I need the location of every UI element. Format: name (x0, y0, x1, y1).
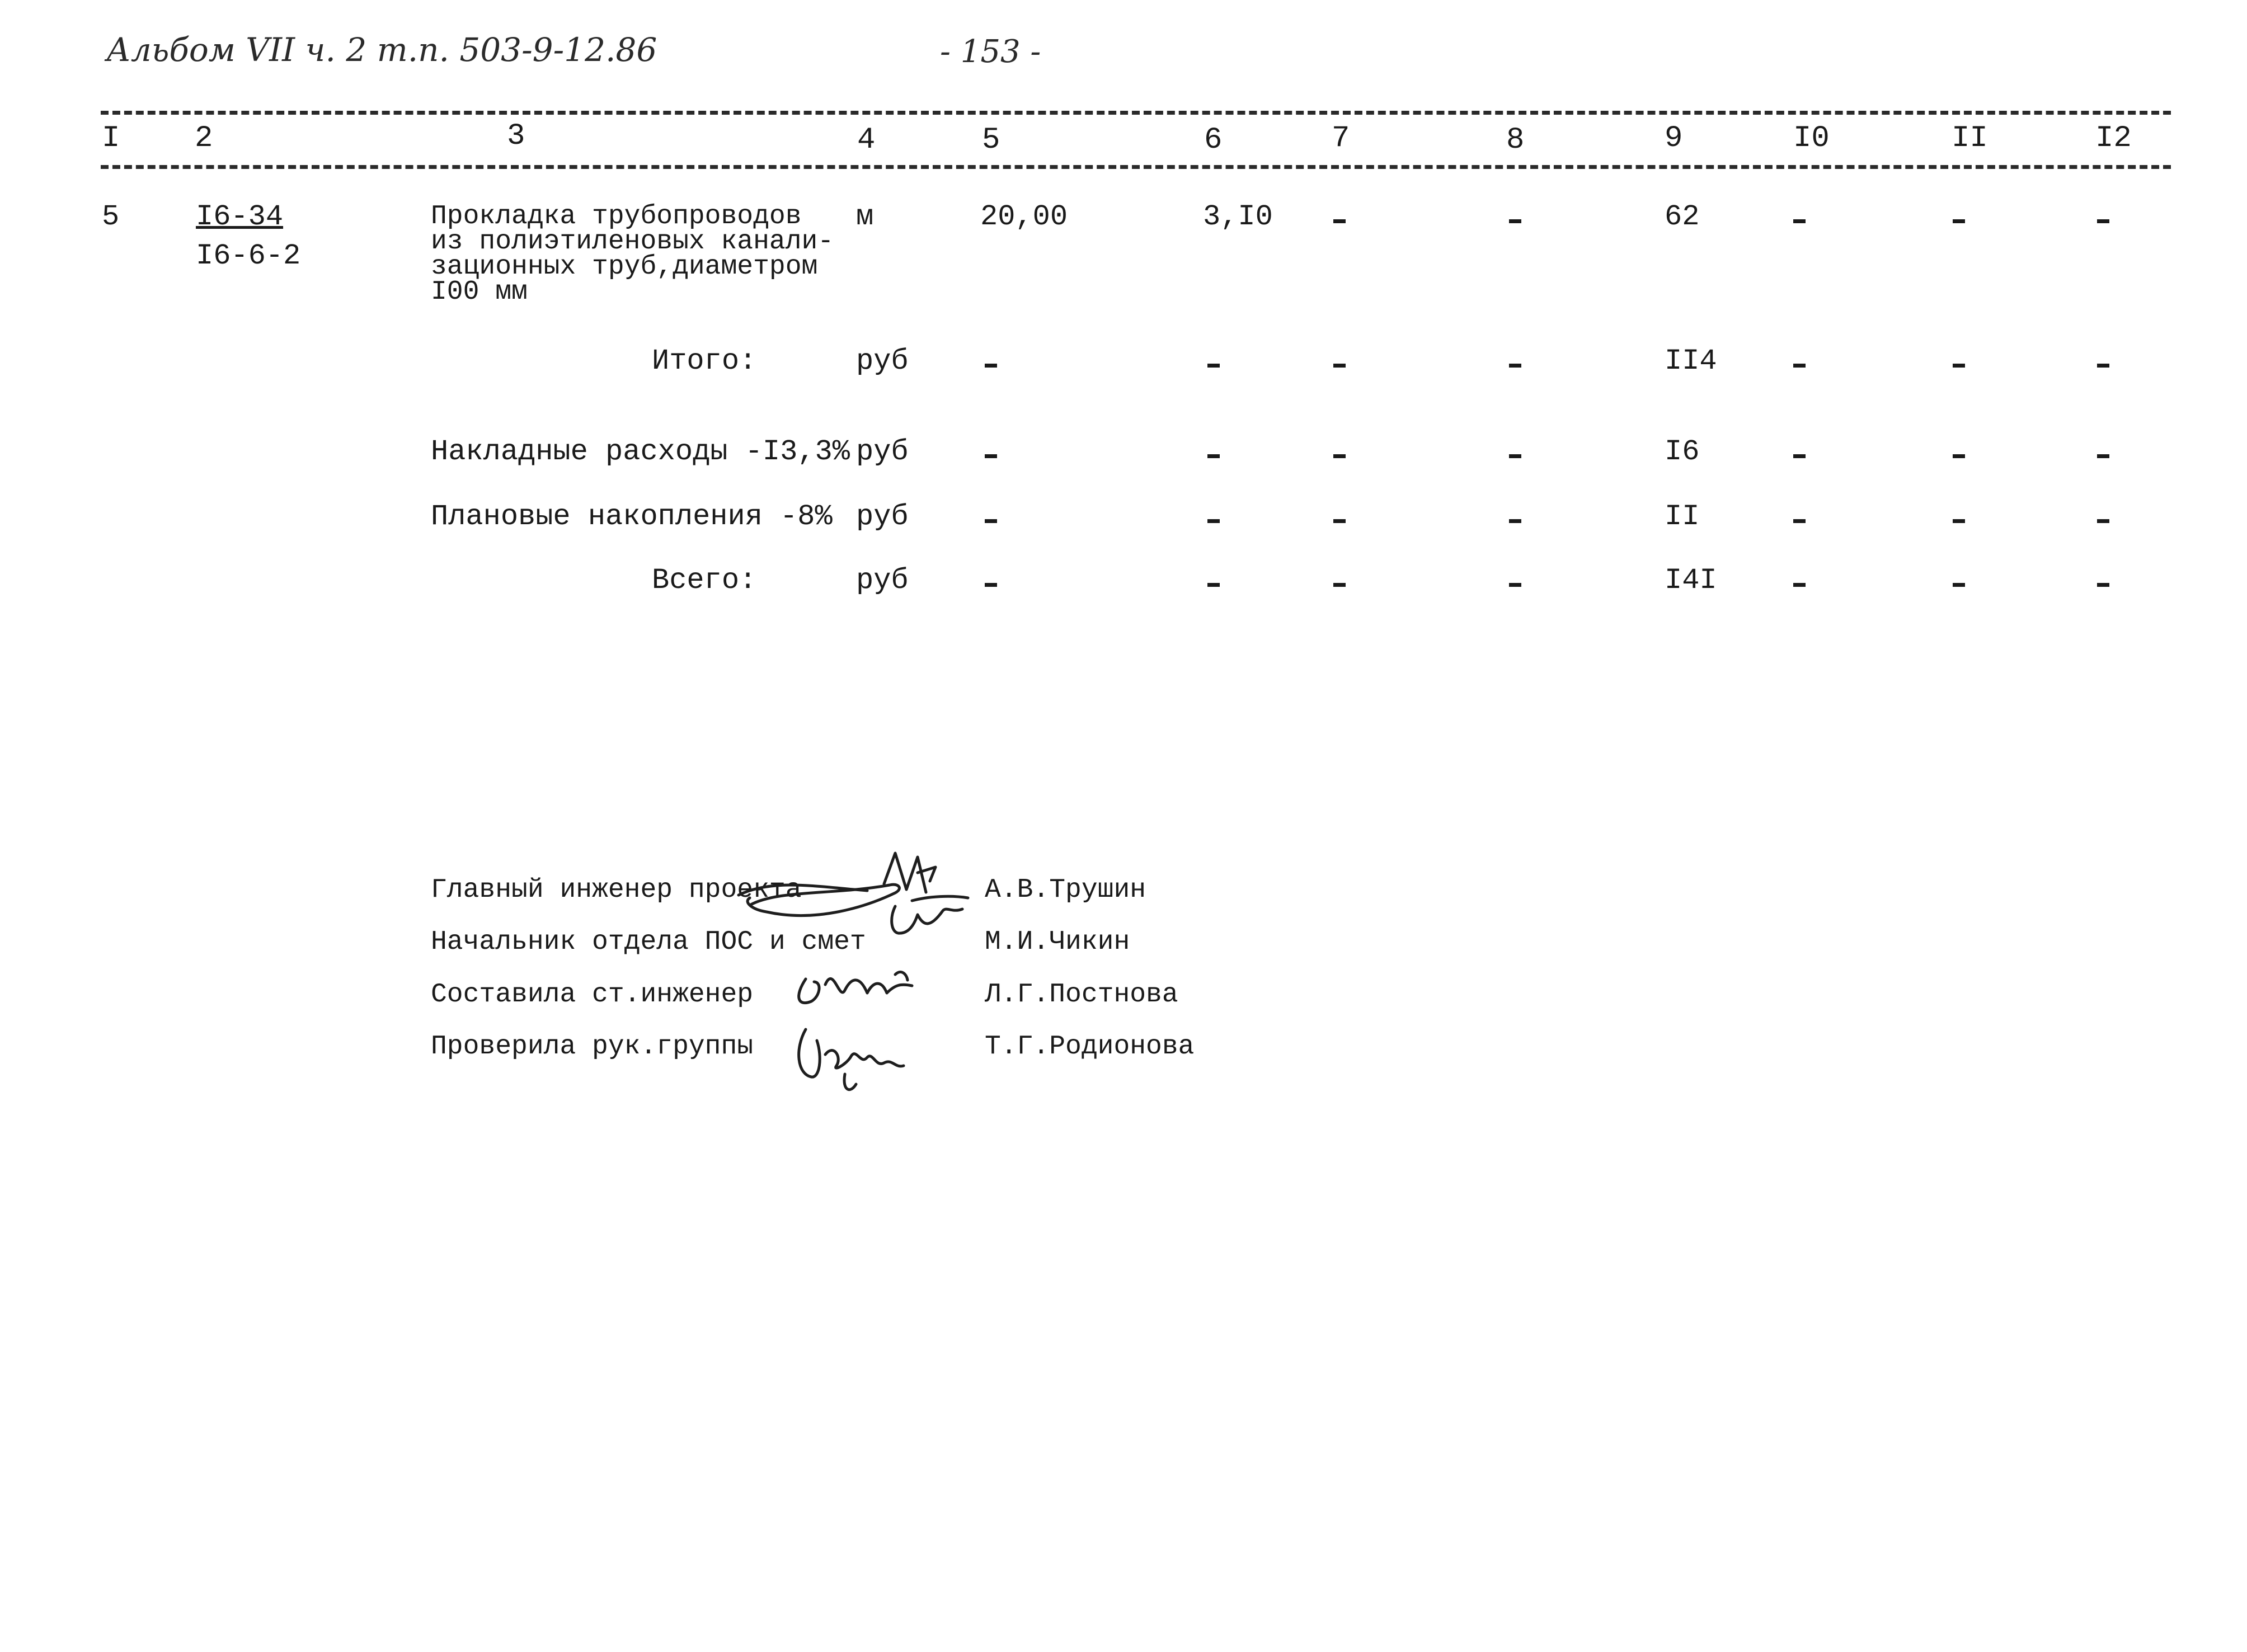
col-header-3: 3 (507, 119, 525, 153)
col-header-1: I (102, 121, 120, 156)
col-header-10: I0 (1793, 121, 1830, 156)
dash (1793, 519, 1806, 523)
dash (1207, 519, 1220, 523)
dash (1333, 519, 1346, 523)
desc-line: Прокладка трубопроводов (431, 201, 802, 232)
page-number: - 153 - (940, 34, 1041, 70)
item-col5: 20,00 (980, 200, 1068, 233)
dash (1333, 583, 1346, 587)
dash (1953, 583, 1965, 587)
dash (2097, 364, 2109, 368)
dash (1207, 454, 1220, 458)
album-reference: Альбом VII ч. 2 т.п. 503-9-12.86 (106, 31, 657, 69)
dash (1509, 454, 1521, 458)
signature-role: Составила ст.инженер (431, 980, 754, 1010)
dash (1953, 364, 1965, 368)
dash (1207, 364, 1220, 368)
dash (1953, 454, 1965, 458)
summary-unit: руб (856, 435, 909, 468)
summary-label: Всего: (652, 564, 757, 597)
dash (2097, 583, 2109, 587)
summary-col9: II (1665, 500, 1700, 533)
signature-role: Главный инженер проекта (431, 875, 802, 905)
dash (1509, 583, 1521, 587)
summary-unit: руб (856, 345, 909, 378)
header-top-rule (101, 111, 2171, 115)
summary-col9: I4I (1665, 564, 1717, 597)
dash (2097, 219, 2109, 223)
dash (985, 583, 997, 587)
col-header-7: 7 (1332, 121, 1350, 156)
desc-line: зационных труб,диаметром (431, 252, 818, 282)
col-header-8: 8 (1506, 123, 1525, 157)
item-col6: 3,I0 (1203, 200, 1273, 233)
col-header-2: 2 (195, 121, 213, 156)
header-bottom-rule (101, 165, 2171, 169)
row-number: 5 (102, 200, 120, 233)
dash (1333, 454, 1346, 458)
dash (1207, 583, 1220, 587)
dash (1793, 583, 1806, 587)
summary-label: Плановые накопления -8% (431, 500, 833, 533)
summary-col9: II4 (1665, 345, 1717, 378)
summary-label: Накладные расходы -I3,3% (431, 435, 850, 468)
dash (2097, 519, 2109, 523)
code-bottom: I6-6-2 (196, 239, 301, 272)
signature-name: М.И.Чикин (985, 927, 1130, 957)
dash (1953, 219, 1965, 223)
code-top: I6-34 (196, 200, 284, 233)
dash (985, 519, 997, 523)
item-col9: 62 (1665, 200, 1700, 233)
dash (1509, 519, 1521, 523)
dash (1793, 219, 1806, 223)
summary-label: Итого: (652, 345, 757, 378)
desc-line: I00 мм (431, 277, 528, 307)
col-header-9: 9 (1665, 121, 1683, 156)
dash (1333, 364, 1346, 368)
item-description (431, 201, 834, 307)
summary-unit: руб (856, 500, 909, 533)
dash (1953, 519, 1965, 523)
signature-name: А.В.Трушин (985, 875, 1146, 905)
dash (1793, 364, 1806, 368)
col-header-4: 4 (857, 123, 876, 157)
col-header-12: I2 (2095, 121, 2132, 156)
dash (1509, 364, 1521, 368)
signature-name: Л.Г.Постнова (985, 980, 1178, 1010)
desc-line: из полиэтиленовых канали- (431, 227, 834, 257)
dash (1793, 454, 1806, 458)
dash (985, 454, 997, 458)
dash (1333, 219, 1346, 223)
signature-role: Проверила рук.группы (431, 1032, 754, 1062)
col-header-11: II (1952, 121, 1988, 156)
dash (985, 364, 997, 368)
summary-unit: руб (856, 564, 909, 597)
summary-col9: I6 (1665, 435, 1700, 468)
signature-name: Т.Г.Родионова (985, 1032, 1195, 1062)
col-header-6: 6 (1204, 123, 1223, 157)
col-header-5: 5 (982, 123, 1000, 157)
dash (1509, 219, 1521, 223)
dash (2097, 454, 2109, 458)
item-unit: м (856, 200, 874, 233)
handwritten-signatures (727, 845, 996, 1096)
signature-role: Начальник отдела ПОС и смет (431, 927, 866, 957)
